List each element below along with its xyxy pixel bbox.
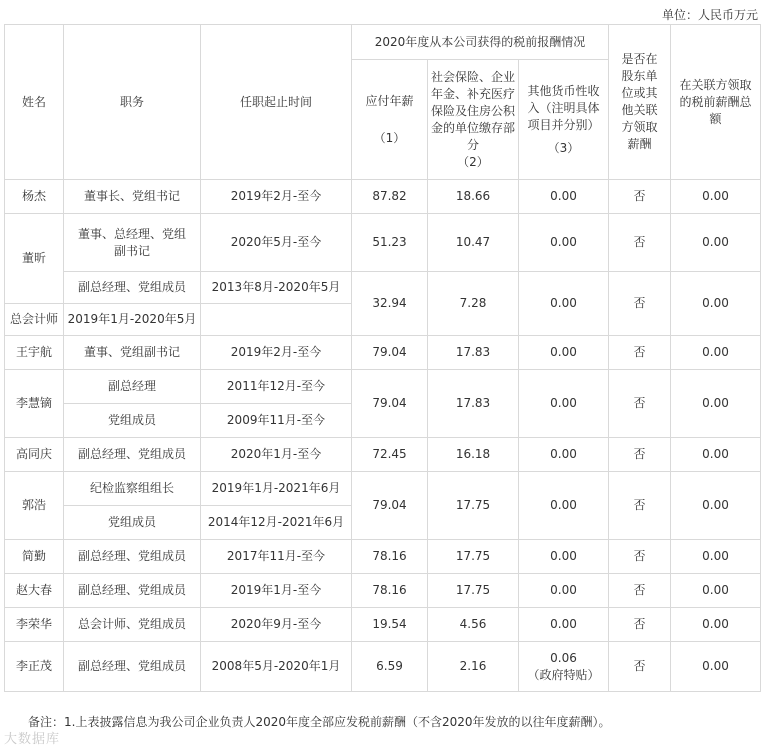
table-row: [5, 370, 761, 404]
table-row: [5, 272, 761, 304]
related-party-total: 0.00: [671, 574, 761, 608]
person-name: 李慧镝: [5, 370, 64, 438]
related-party-flag: 否: [609, 180, 671, 214]
header-other: [519, 60, 609, 180]
other-income-note: （政府特贴）: [527, 667, 600, 682]
related-party-total: 0.00: [671, 336, 761, 370]
header-related-text: 是否在股东单位或其他关联方领取薪酬: [621, 52, 658, 151]
other-income-cell: [519, 370, 609, 438]
table-row: [5, 472, 761, 506]
table-row: [5, 608, 761, 642]
term-cell: 2019年2月-至今: [201, 180, 352, 214]
insurance-cell: 17.83: [428, 370, 519, 438]
position-cell: 副总经理、党组成员: [64, 574, 201, 608]
insurance-cell: 2.16: [428, 642, 519, 692]
table-row: [5, 540, 761, 574]
header-other-num: （3）: [547, 140, 580, 155]
other-income-value: 0.00: [550, 235, 577, 249]
salary-cell: 19.54: [352, 608, 428, 642]
related-party-total: 0.00: [671, 214, 761, 272]
insurance-cell: 10.47: [428, 214, 519, 272]
related-party-flag: 否: [609, 608, 671, 642]
related-party-flag: 否: [609, 642, 671, 692]
salary-cell: 32.94: [352, 272, 428, 336]
person-name: 李荣华: [5, 608, 64, 642]
term-cell: 2008年5月-2020年1月: [201, 642, 352, 692]
other-income-cell: [519, 642, 609, 692]
salary-cell: 79.04: [352, 336, 428, 370]
header-insurance: [428, 60, 519, 180]
other-income-value: 0.00: [550, 396, 577, 410]
header-salary-label: 应付年薪: [365, 93, 414, 108]
salary-cell: 51.23: [352, 214, 428, 272]
other-income-cell: [519, 472, 609, 540]
position-cell: 党组成员: [64, 404, 201, 438]
position-cell: 纪检监察组组长: [64, 472, 201, 506]
salary-cell: 6.59: [352, 642, 428, 692]
other-income-cell: [519, 438, 609, 472]
table-row: [5, 336, 761, 370]
header-salary-num: （1）: [373, 130, 406, 145]
other-income-cell: [519, 180, 609, 214]
salary-cell: 78.16: [352, 540, 428, 574]
other-income-cell: [519, 214, 609, 272]
position-cell: 董事长、党组书记: [64, 180, 201, 214]
position-cell: 副总经理、党组成员: [64, 540, 201, 574]
related-party-total: 0.00: [671, 540, 761, 574]
related-party-total: 0.00: [671, 180, 761, 214]
header-term: 任职起止时间: [201, 25, 352, 180]
insurance-cell: 16.18: [428, 438, 519, 472]
other-income-value: 0.00: [550, 296, 577, 310]
term-cell: 2011年12月-至今: [201, 370, 352, 404]
related-party-total: 0.00: [671, 438, 761, 472]
term-cell: 2019年2月-至今: [201, 336, 352, 370]
table-header: [5, 25, 761, 180]
position-cell: 副总经理、党组成员: [64, 642, 201, 692]
person-name: 杨杰: [5, 180, 64, 214]
related-party-flag: 否: [609, 336, 671, 370]
term-cell: 2019年1月-至今: [201, 574, 352, 608]
related-party-total: 0.00: [671, 370, 761, 438]
table-row: [5, 214, 761, 272]
person-name: 李正茂: [5, 642, 64, 692]
related-party-flag: 否: [609, 214, 671, 272]
term-cell: 2020年1月-至今: [201, 438, 352, 472]
term-cell: 2020年5月-至今: [201, 214, 352, 272]
insurance-cell: 17.83: [428, 336, 519, 370]
header-related-total: [671, 25, 761, 180]
header-name: 姓名: [5, 25, 64, 180]
position-cell: 总会计师、党组成员: [64, 608, 201, 642]
table-row: [5, 438, 761, 472]
unit-label: 单位：人民币万元: [661, 8, 758, 22]
footnote: 备注：1.上表披露信息为我公司企业负责人2020年度全部应发税前薪酬（不含2020年发放的以往年度薪酬）。: [28, 715, 611, 729]
table-row: [5, 574, 761, 608]
insurance-cell: 17.75: [428, 472, 519, 540]
other-income-value: 0.00: [550, 617, 577, 631]
table-body: [5, 180, 761, 692]
header-insurance-num: （2）: [457, 154, 489, 169]
compensation-table: [4, 24, 761, 692]
person-name: 赵大春: [5, 574, 64, 608]
table-row: [5, 642, 761, 692]
related-party-flag: 否: [609, 438, 671, 472]
related-party-total: 0.00: [671, 642, 761, 692]
other-income-cell: [519, 540, 609, 574]
position-cell: 副总经理、党组成员: [64, 272, 201, 304]
other-income-value: 0.00: [550, 498, 577, 512]
header-insurance-label: 社会保险、企业年金、补充医疗保险及住房公积金的单位缴存部分: [431, 69, 516, 152]
insurance-cell: 7.28: [428, 272, 519, 336]
term-cell: 2017年11月-至今: [201, 540, 352, 574]
other-income-cell: [519, 608, 609, 642]
term-cell: 2014年12月-2021年6月: [201, 506, 352, 540]
term-cell: 2013年8月-2020年5月: [201, 272, 352, 304]
position-cell: 党组成员: [64, 506, 201, 540]
insurance-cell: 18.66: [428, 180, 519, 214]
person-name: 简勤: [5, 540, 64, 574]
header-salary: [352, 60, 428, 180]
position-cell: 总会计师: [5, 304, 64, 336]
table-row: [5, 180, 761, 214]
other-income-cell: [519, 272, 609, 336]
other-income-value: 0.00: [550, 549, 577, 563]
insurance-cell: 17.75: [428, 540, 519, 574]
header-compensation-group: 2020年度从本公司获得的税前报酬情况: [352, 25, 609, 60]
person-name: 郭浩: [5, 472, 64, 540]
salary-cell: 87.82: [352, 180, 428, 214]
salary-cell: 79.04: [352, 370, 428, 438]
related-party-flag: 否: [609, 540, 671, 574]
related-party-total: 0.00: [671, 608, 761, 642]
salary-cell: 78.16: [352, 574, 428, 608]
header-position: 职务: [64, 25, 201, 180]
other-income-value: 0.00: [550, 189, 577, 203]
person-name: 董昕: [5, 214, 64, 304]
insurance-cell: 4.56: [428, 608, 519, 642]
header-related: [609, 25, 671, 180]
position-cell: 副总经理: [64, 370, 201, 404]
related-party-flag: 否: [609, 574, 671, 608]
watermark: 大数据库: [4, 732, 61, 747]
other-income-cell: [519, 574, 609, 608]
related-party-total: 0.00: [671, 472, 761, 540]
header-other-label: 其他货币性收入（注明具体项目并分别）: [527, 83, 600, 132]
other-income-value: 0.00: [550, 345, 577, 359]
salary-cell: 79.04: [352, 472, 428, 540]
other-income-value: 0.06: [550, 650, 577, 665]
term-cell: 2009年11月-至今: [201, 404, 352, 438]
salary-cell: 72.45: [352, 438, 428, 472]
related-party-flag: 否: [609, 370, 671, 438]
related-party-flag: 否: [609, 472, 671, 540]
person-name: 王宇航: [5, 336, 64, 370]
other-income-value: 0.00: [550, 447, 577, 461]
term-cell: 2019年1月-2021年6月: [201, 472, 352, 506]
related-party-flag: 否: [609, 272, 671, 336]
person-name: 高同庆: [5, 438, 64, 472]
term-cell: 2019年1月-2020年5月: [64, 304, 201, 336]
position-cell: 董事、总经理、党组副书记: [64, 214, 201, 272]
term-cell: 2020年9月-至今: [201, 608, 352, 642]
other-income-value: 0.00: [550, 583, 577, 597]
other-income-cell: [519, 336, 609, 370]
insurance-cell: 17.75: [428, 574, 519, 608]
position-cell: 副总经理、党组成员: [64, 438, 201, 472]
header-related-total-text: 在关联方领取的税前薪酬总额: [679, 77, 752, 126]
position-cell: 董事、党组副书记: [64, 336, 201, 370]
related-party-total: 0.00: [671, 272, 761, 336]
